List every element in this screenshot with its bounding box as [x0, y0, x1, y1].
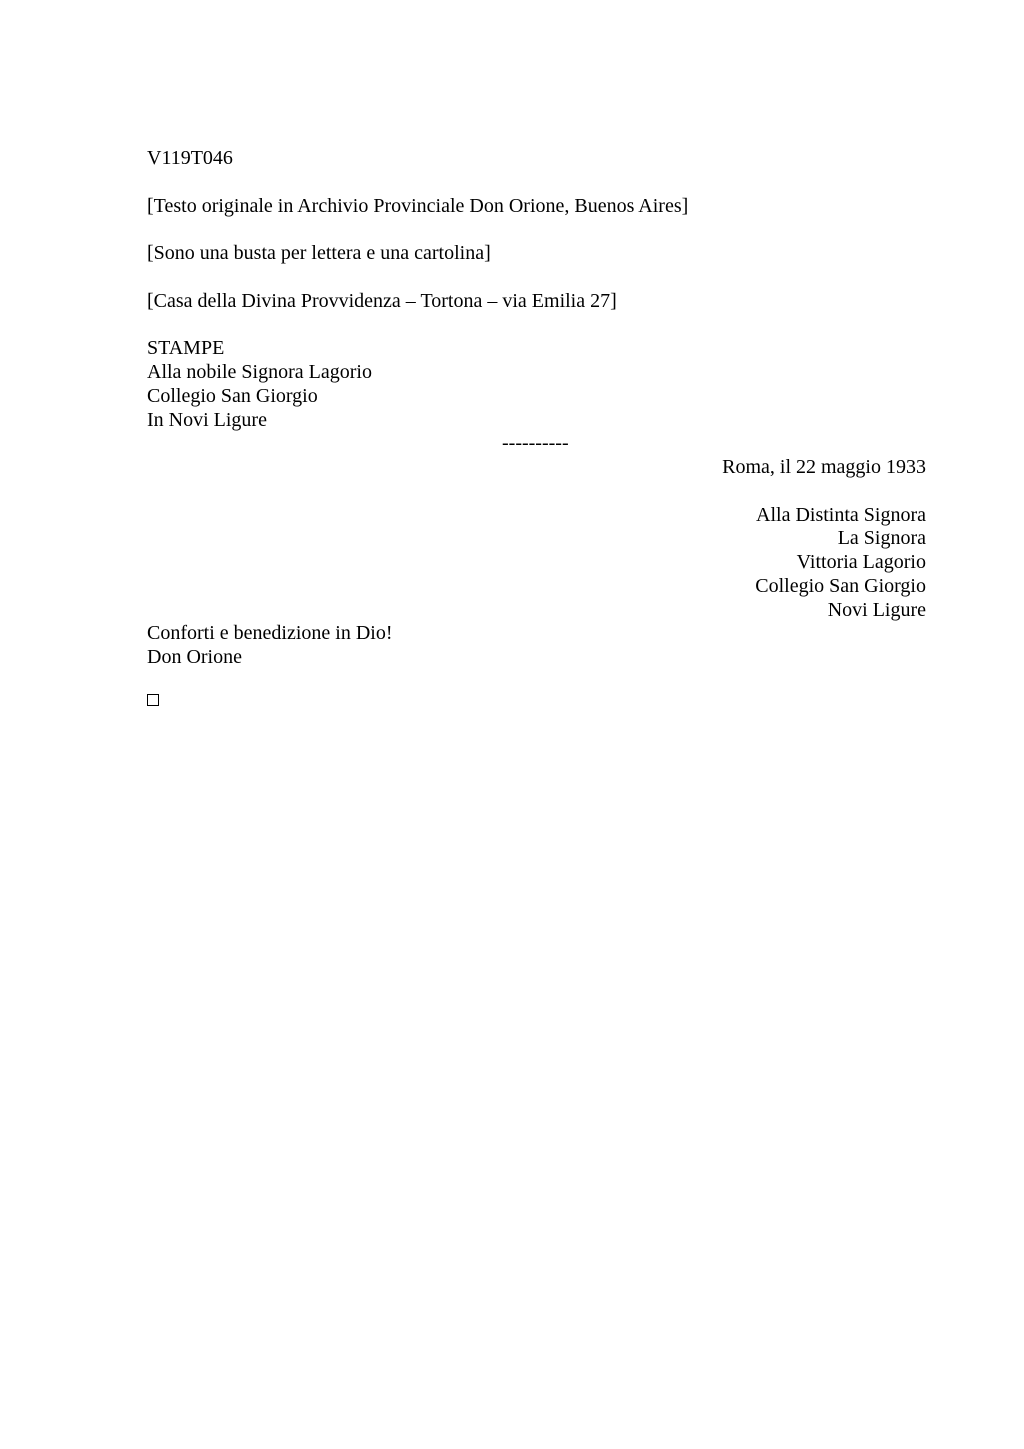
separator: ----------: [502, 432, 569, 454]
postcard-address-line: Collegio San Giorgio: [755, 575, 926, 597]
postcard-address-line: Vittoria Lagorio: [796, 551, 926, 573]
envelope-line: Alla nobile Signora Lagorio: [147, 361, 372, 383]
postcard-address-line: La Signora: [837, 527, 926, 549]
postcard-address-line: Alla Distinta Signora: [756, 504, 926, 526]
archive-note: [Testo originale in Archivio Provinciale Don Orione, Buenos Aires]: [147, 195, 689, 217]
contents-note: [Sono una busta per lettera e una cartolina]: [147, 242, 491, 264]
signature: Don Orione: [147, 646, 242, 668]
sender-note: [Casa della Divina Provvidenza – Tortona – via Emilia 27]: [147, 290, 617, 312]
greeting: Conforti e benedizione in Dio!: [147, 622, 393, 644]
document-id: V119T046: [147, 147, 233, 169]
envelope-line: Collegio San Giorgio: [147, 385, 318, 407]
postcard-address-line: Novi Ligure: [827, 599, 926, 621]
envelope-line: STAMPE: [147, 337, 225, 359]
envelope-line: In Novi Ligure: [147, 409, 267, 431]
postcard-date: Roma, il 22 maggio 1933: [722, 456, 926, 478]
empty-box-icon: [147, 694, 159, 706]
